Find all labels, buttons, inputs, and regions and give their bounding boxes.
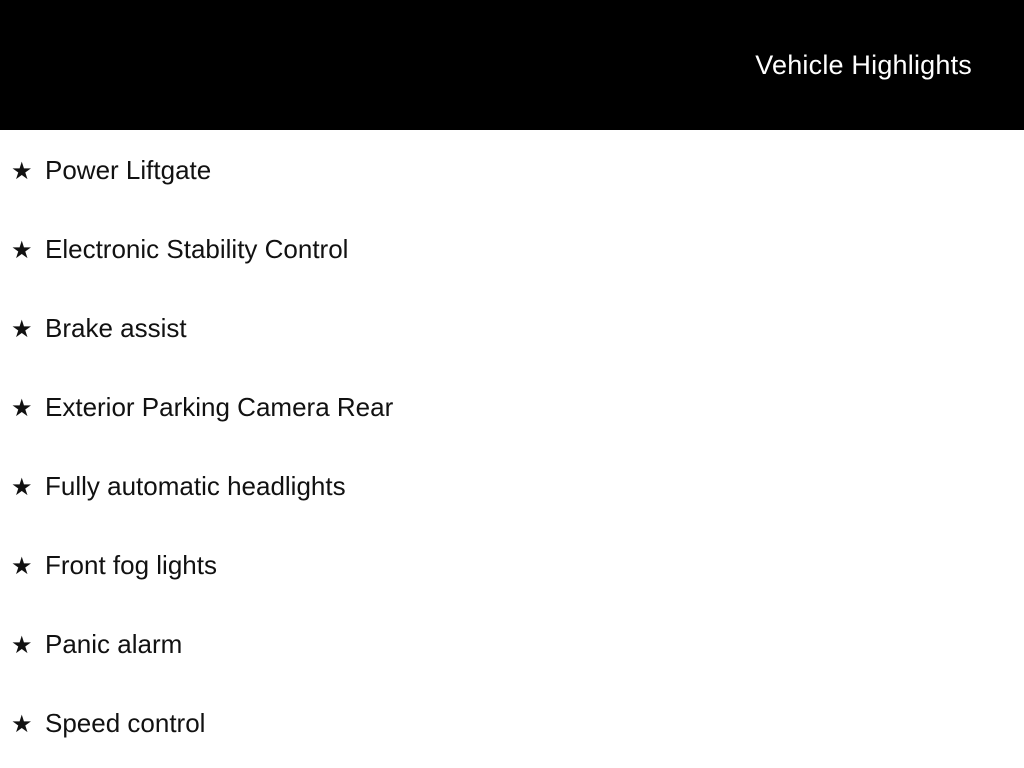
star-icon: ★ — [11, 314, 33, 343]
star-icon: ★ — [11, 630, 33, 659]
list-item — [0, 684, 1024, 763]
list-item — [0, 368, 1024, 447]
list-item — [0, 210, 1024, 289]
highlight-label: Brake assist — [45, 312, 187, 343]
highlight-label: Fully automatic headlights — [45, 470, 346, 501]
star-icon: ★ — [11, 709, 33, 738]
star-icon: ★ — [11, 235, 33, 264]
star-icon: ★ — [11, 472, 33, 501]
list-item — [0, 131, 1024, 210]
list-item — [0, 526, 1024, 605]
highlight-label: Front fog lights — [45, 549, 217, 580]
star-icon: ★ — [11, 551, 33, 580]
highlight-label: Panic alarm — [45, 628, 183, 659]
highlight-label: Electronic Stability Control — [45, 233, 349, 264]
list-item — [0, 447, 1024, 526]
highlight-label: Speed control — [45, 707, 206, 738]
highlight-label: Exterior Parking Camera Rear — [45, 391, 394, 422]
vehicle-highlights-list — [0, 130, 1024, 763]
highlight-label: Power Liftgate — [45, 154, 212, 185]
page-title: Vehicle Highlights — [755, 49, 972, 80]
list-item — [0, 289, 1024, 368]
star-icon: ★ — [11, 393, 33, 422]
star-icon: ★ — [11, 156, 33, 185]
list-item — [0, 605, 1024, 684]
page-header — [0, 0, 1024, 130]
